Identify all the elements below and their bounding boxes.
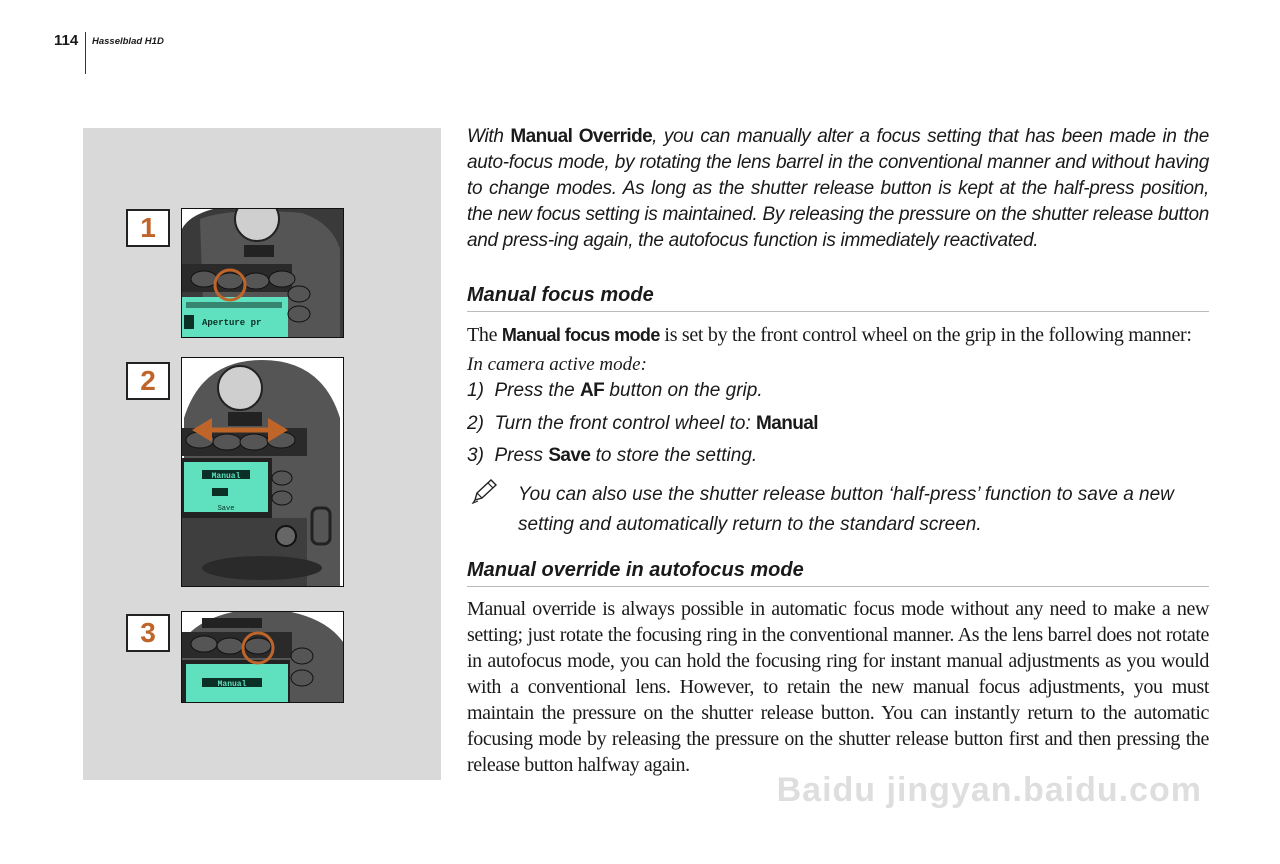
- lead-term: Manual focus mode: [501, 325, 660, 345]
- camera-figure-3: [181, 611, 344, 703]
- lcd-manual-text: Manual: [211, 472, 241, 481]
- step-text: Press the: [494, 380, 581, 401]
- step-number: 3): [467, 445, 484, 466]
- intro-paragraph: [467, 124, 1209, 254]
- camera-buttons-illustration: [182, 612, 343, 702]
- step-term: Save: [548, 445, 591, 466]
- illustration-panel: [83, 128, 441, 780]
- lcd-manual-text: Manual: [217, 680, 247, 689]
- page-number: 114: [54, 32, 79, 49]
- lcd-text: Aperture pr: [202, 318, 262, 328]
- step-label-3: 3: [126, 614, 170, 652]
- document-title: Hasselblad H1D: [92, 36, 164, 47]
- camera-figure-1: [181, 208, 344, 338]
- header-divider: [85, 32, 86, 74]
- note-text: You can also use the shutter release button ‘half-press’ function to save a new setting and automatically return to the standard screen.: [518, 484, 1174, 535]
- manual-focus-lead: [467, 322, 1212, 348]
- camera-mode-subheading: In camera active mode:: [467, 354, 647, 375]
- step-number: 1): [467, 380, 484, 401]
- section-heading-manual-override: Manual override in autofocus mode: [467, 559, 1209, 587]
- step-term: Manual: [756, 413, 818, 434]
- step-label-2: 2: [126, 362, 170, 400]
- intro-prefix: With: [467, 126, 511, 147]
- step-term: AF: [580, 380, 605, 401]
- lcd-save-text: Save: [217, 505, 235, 513]
- step-1: [467, 380, 763, 402]
- camera-back-illustration: [182, 358, 343, 586]
- camera-figure-2: [181, 357, 344, 587]
- step-text: Press: [494, 445, 549, 466]
- manual-override-paragraph: Manual override is always possible in automatic focus mode without any need to make a new setting; just rotate the focusing ring in the conventional manner. As the lens barrel does not rotate in autofocus mode, you can hold the focusing ring for instant manual adjustments as you would with a conventional lens. However, to retain the new manual focus adjustments, you must maintain the pressure on the shutter release button. You can instantly return to the automatic focusing mode by releasing the pressure on the shutter release button first and then pressing the release button halfway again.: [467, 598, 1209, 776]
- camera-grip-illustration: [182, 209, 343, 337]
- pencil-note-icon: [471, 478, 499, 504]
- watermark: Baidu jingyan.baidu.com: [776, 771, 1202, 809]
- lead-prefix: The: [467, 324, 502, 346]
- main-content: [467, 124, 1209, 776]
- step-text: Turn the front control wheel to:: [494, 413, 757, 434]
- lead-text: is set by the front control wheel on the grip in the following manner:: [659, 324, 1192, 346]
- section-heading-manual-focus: Manual focus mode: [467, 284, 1209, 312]
- step-label-1: 1: [126, 209, 170, 247]
- step-number: 2): [467, 413, 484, 434]
- step-3: [467, 445, 757, 467]
- step-text: button on the grip.: [604, 380, 763, 401]
- intro-text: , you can manually alter a focus setting that has been made in the auto-focus mode, by rotating the lens barrel in the conventional manner and without having to change modes. As long as the shutter release button is kept at the half-press position, the new focus setting is maintained. By releasing the pressure on the shutter release button and press-ing again, the autofocus function is immediately reactivated.: [467, 126, 1209, 251]
- intro-term: Manual Override: [510, 126, 653, 147]
- step-text: to store the setting.: [590, 445, 758, 466]
- step-2: [467, 413, 818, 435]
